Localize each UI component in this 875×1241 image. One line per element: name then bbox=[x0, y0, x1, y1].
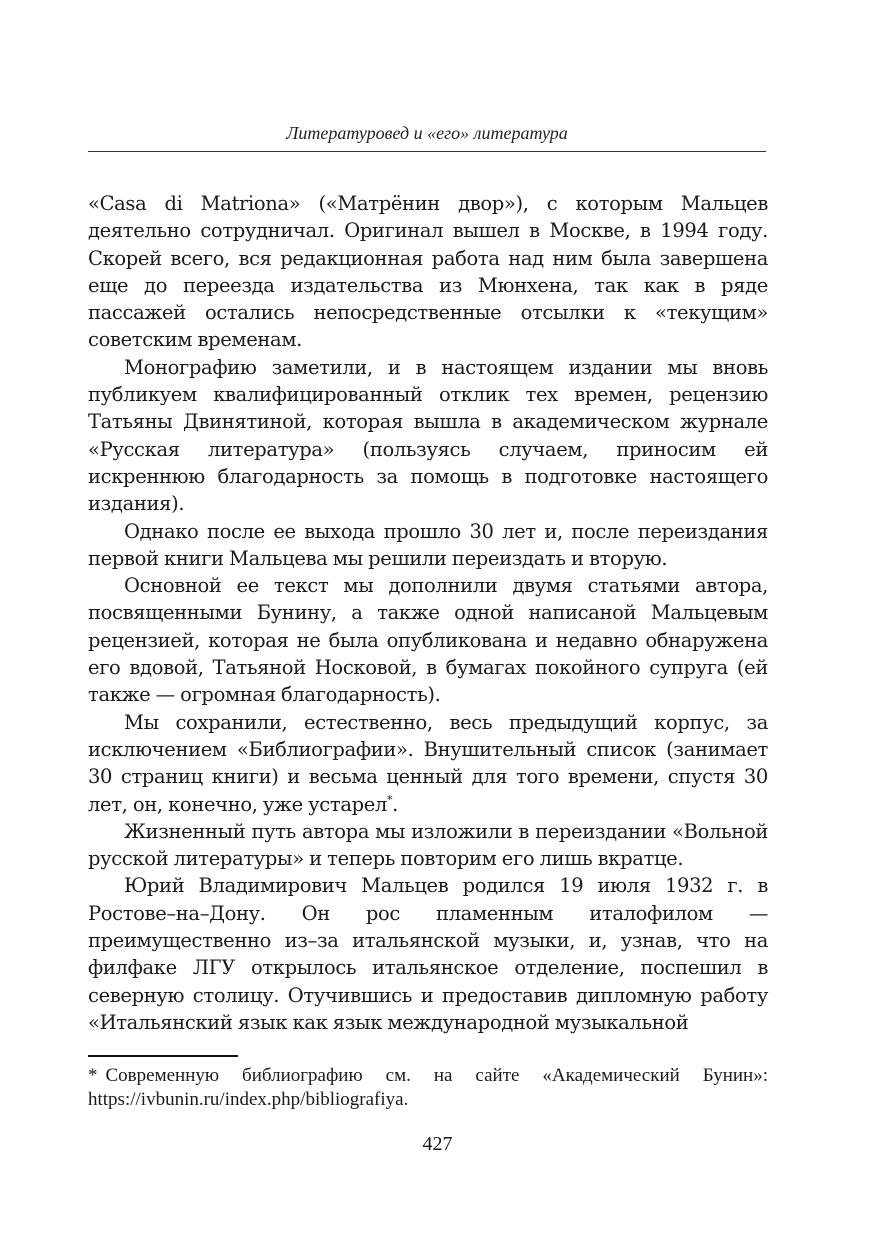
paragraph-with-footnote bbox=[88, 709, 768, 818]
main-text bbox=[88, 190, 768, 1036]
paragraph: Однако после ее выхода прошло 30 лет и, после переиздания первой книги Мальцева мы решили переиздать и вторую. bbox=[88, 519, 768, 570]
paragraph-tail: . bbox=[392, 792, 398, 816]
paragraph: Монографию заметили, и в настоящем издании мы вновь публикуем квалифицированный отклик тех времен, рецензию Татьяны Двинятиной, которая вышла в академическом журнале «Русская литература» (пользуясь случаем, приносим ей искреннюю благодарность за помощь в подготовке настоящего издания). bbox=[88, 355, 768, 516]
footnote-rule bbox=[88, 1055, 238, 1057]
running-title: Литературовед и «его» литература bbox=[286, 123, 568, 143]
header-rule bbox=[88, 151, 766, 152]
page-number: 427 bbox=[422, 1133, 453, 1155]
paragraph: Жизненный путь автора мы изложили в переиздании «Вольной русской литературы» и теперь повторим его лишь вкратце. bbox=[88, 819, 768, 871]
footnote-mark: * bbox=[88, 1065, 98, 1086]
paragraph: Основной ее текст мы дополнили двумя статьями автора, посвященными Бунину, а также одной написаной Мальцевым рецензией, которая не была опубликована и недавно обнаружена его вдовой, Татьяной Носковой, в бумагах покойного супруга (ей также — огромная благодарность). bbox=[88, 574, 768, 707]
paragraph: «Casa di Matriona» («Матрёнин двор»), с которым Мальцев деятельно сотрудничал. Оригинал вышел в Москве, в 1994 году. Скорей всего, вся редакционная работа над ним была завершена еще до переезда издательства из Мюнхена, так как в ряде пассажей остались непосредственные отсылки к «текущим» советским временам. bbox=[88, 192, 768, 352]
paragraph-text: Мы сохранили, естественно, весь предыдущий корпус, за исключением «Библиографии». Внушительный список (занимает 30 страниц книги) и весьма ценный для того времени, спустя 30 лет, он, конечно, уже устарел bbox=[88, 710, 768, 816]
paragraph: Юрий Владимирович Мальцев родился 19 июля 1932 г. в Ростове–на–Дону. Он рос пламенным италофилом — преимущественно из–за итальянской музыки, и, узнав, что на филфаке ЛГУ открылось итальянское отделение, поспешил в северную столицу. Отучившись и предоставив дипломную работу «Итальянский язык как язык международной музыкальной bbox=[88, 874, 768, 1034]
footnote-text: Современную библиографию см. на сайте «Академический Бунин»: https://ivbunin.ru/index.php/bibliografiya. bbox=[88, 1065, 768, 1110]
footnote bbox=[88, 1064, 768, 1112]
footnote-reference[interactable]: * bbox=[386, 793, 393, 807]
